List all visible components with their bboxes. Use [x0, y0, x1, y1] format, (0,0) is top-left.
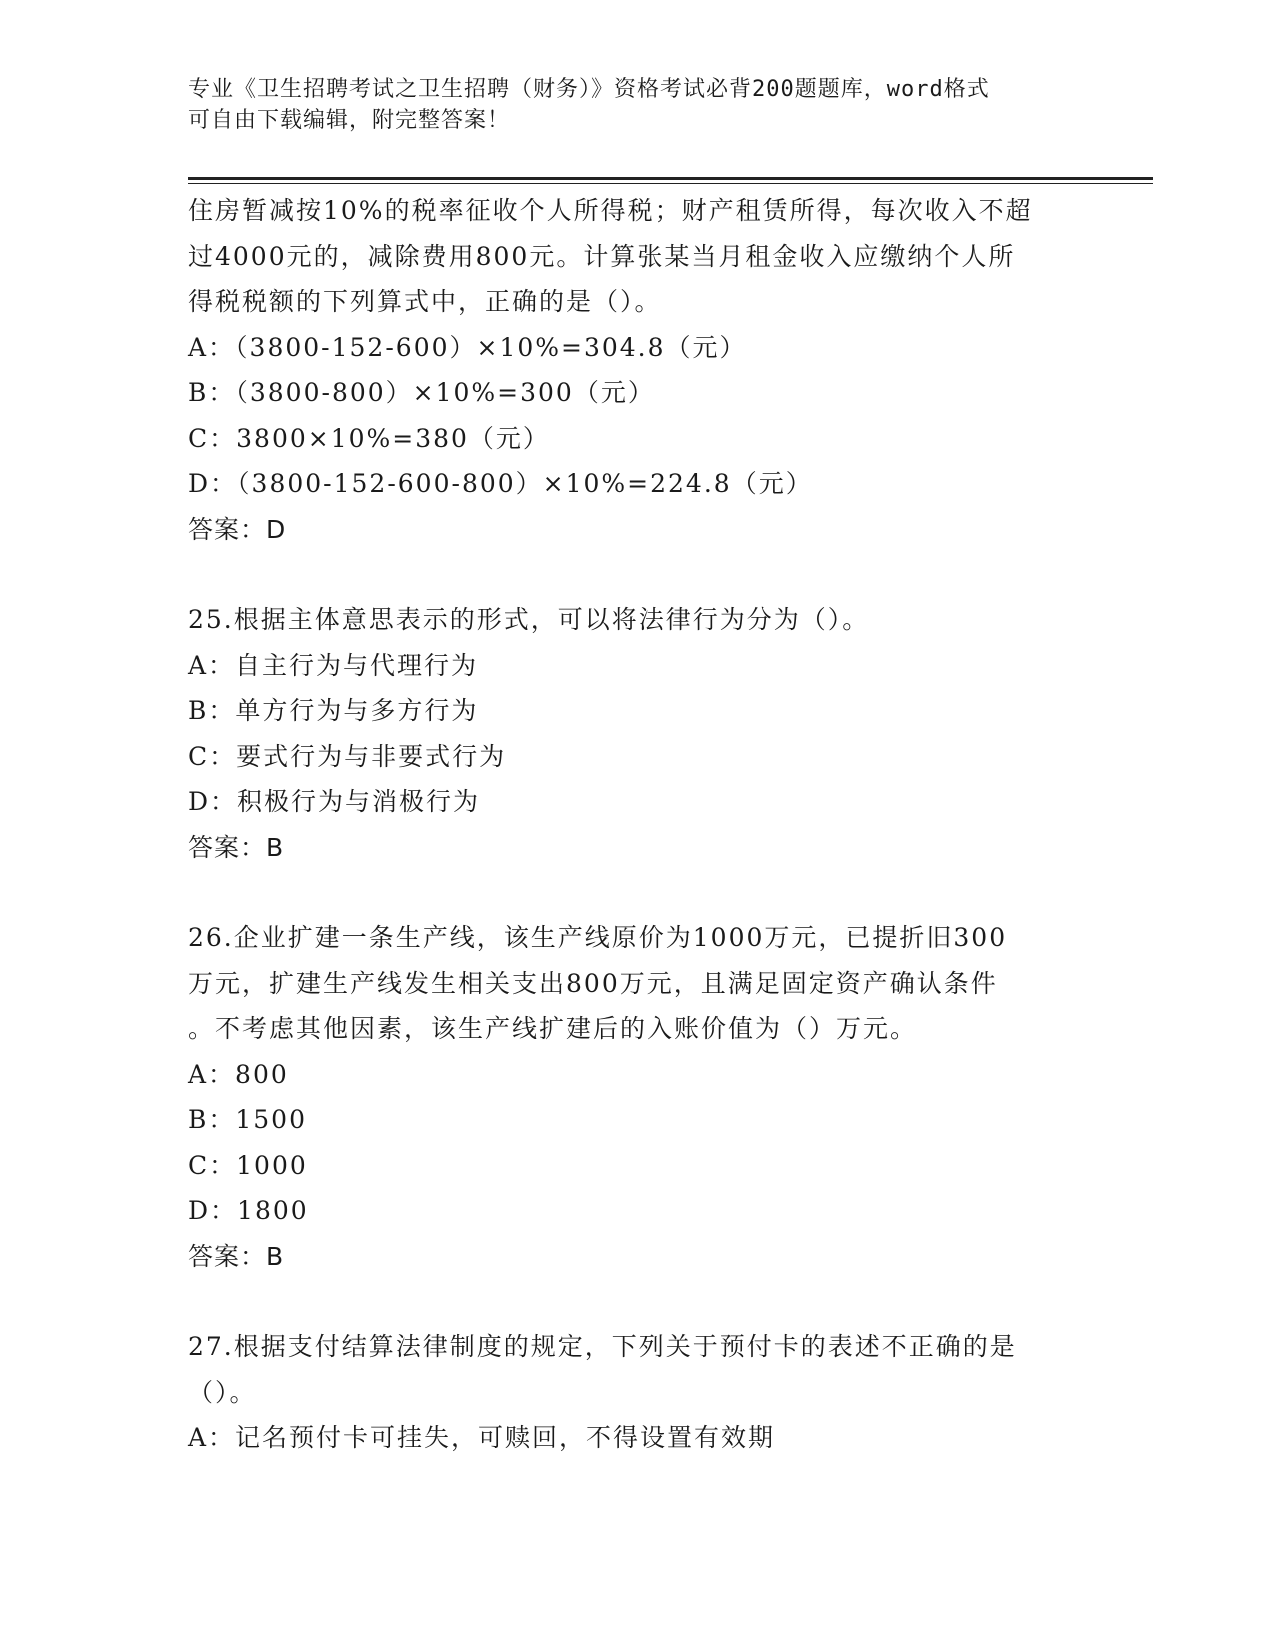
option-d: D：1800: [188, 1196, 309, 1225]
question-26: [188, 915, 1088, 1279]
option-b: B：1500: [188, 1105, 307, 1134]
question-25: [188, 597, 1088, 870]
question-stem-line: 27.根据支付结算法律制度的规定，下列关于预付卡的表述不正确的是: [188, 1332, 1017, 1361]
option-a: A：记名预付卡可挂失，可赎回，不得设置有效期: [188, 1423, 776, 1452]
option-a: A：800: [188, 1059, 289, 1089]
question-stem-line: 得税税额的下列算式中，正确的是（）。: [188, 287, 662, 316]
question-spacer: [188, 1279, 1088, 1324]
question-spacer: [188, 552, 1088, 597]
question-24-continued: [188, 188, 1088, 552]
question-spacer: [188, 870, 1088, 915]
option-d: D：积极行为与消极行为: [188, 787, 481, 816]
answer-line: 答案：B: [188, 832, 285, 862]
question-stem-line: 过4000元的，减除费用800元。计算张某当月租金收入应缴纳个人所: [188, 241, 1016, 271]
option-c: C：3800×10%=380（元）: [188, 423, 550, 453]
document-header: [188, 74, 1068, 136]
question-stem-line: （）。: [188, 1377, 257, 1407]
option-b: B：单方行为与多方行为: [188, 696, 479, 725]
answer-line: 答案：B: [188, 1241, 285, 1271]
question-stem: 25.根据主体意思表示的形式，可以将法律行为分为（）。: [188, 605, 870, 634]
option-a: A：（3800-152-600）×10%=304.8（元）: [188, 332, 747, 362]
question-stem-line: 。不考虑其他因素，该生产线扩建后的入账价值为（）万元。: [188, 1014, 918, 1043]
question-stem-line: 万元，扩建生产线发生相关支出800万元，且满足固定资产确认条件: [188, 968, 998, 998]
answer-line: 答案：D: [188, 514, 287, 544]
question-stem-line: 住房暂减按10%的税率征收个人所得税；财产租赁所得，每次收入不超: [188, 196, 1033, 225]
header-divider-thick: [188, 177, 1153, 180]
option-a: A：自主行为与代理行为: [188, 650, 479, 680]
option-b: B：（3800-800）×10%=300（元）: [188, 378, 655, 407]
option-d: D：（3800-152-600-800）×10%=224.8（元）: [188, 469, 813, 498]
question-stem-line: 26.企业扩建一条生产线，该生产线原价为1000万元，已提折旧300: [188, 923, 1008, 952]
option-c: C：1000: [188, 1150, 308, 1180]
header-divider-thin: [188, 183, 1153, 184]
header-line-2: 可自由下载编辑，附完整答案！: [188, 108, 511, 133]
question-list: [188, 188, 1088, 1461]
question-27: [188, 1324, 1088, 1461]
option-c: C：要式行为与非要式行为: [188, 741, 507, 771]
header-line-1: 专业《卫生招聘考试之卫生招聘（财务）》资格考试必背200题题库，word格式: [188, 77, 990, 102]
